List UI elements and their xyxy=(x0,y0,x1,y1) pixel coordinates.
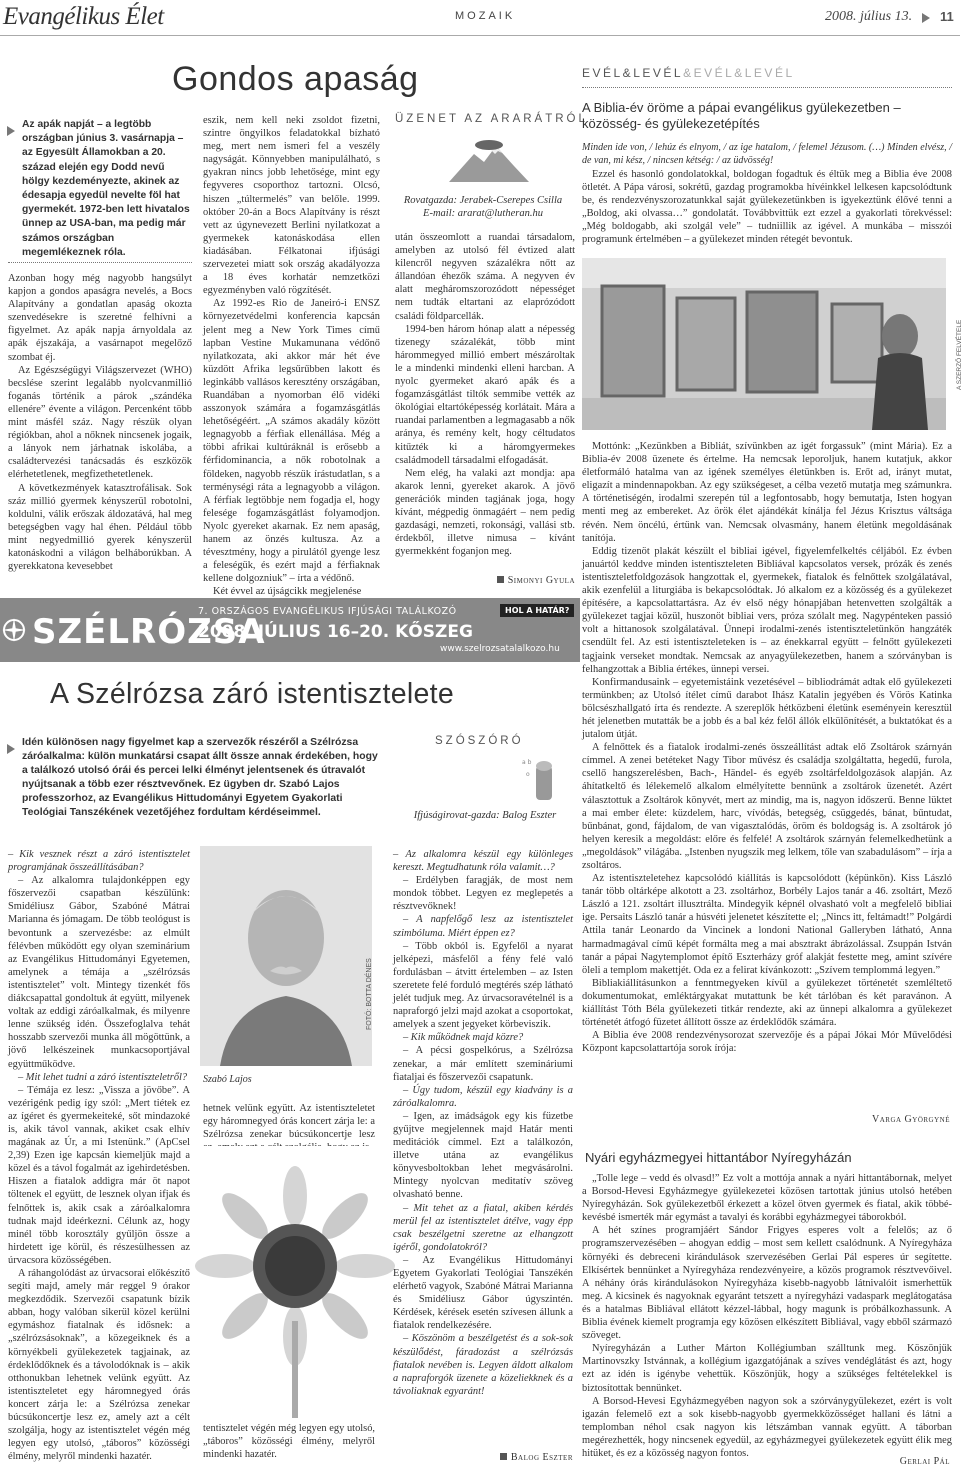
author-square-icon xyxy=(500,1453,507,1460)
svg-text:a b: a b xyxy=(522,759,532,766)
hittantabor-signature: Gerlai Pál xyxy=(899,1456,950,1467)
article2-column-2-top: hetnek velünk együtt. Az istentiszteletet egy háromnegyed órás koncert zárja le: a Szélrózsa zenekar búcsúkoncertje lesz xyxy=(203,1103,375,1141)
evel-heading: A Biblia-év öröme a pápai evangélikus gyülekezetben – közösség- és gyülekezetépítés xyxy=(582,100,901,131)
lead-arrow-icon xyxy=(7,126,15,136)
salt-shaker-icon xyxy=(520,748,560,804)
exhibition-photo xyxy=(582,258,946,430)
exhibition-photo-credit: A SZERZŐ FELVÉTELE xyxy=(956,319,963,390)
szosoro-rovat-title: SZÓSZÓRÓ xyxy=(435,735,524,747)
lead-divider xyxy=(8,262,192,263)
portrait-photo-szabo-lajos xyxy=(200,846,372,1066)
newspaper-logo: Evangélikus Élet xyxy=(3,3,164,30)
article2-lead: Idén különösen nagy figyelmet kap a szervezők részéről a Szélrózsa záróalkalma: külön munkatársi csapat állt össze annak érdekében, hogy a találkozó utolsó órái és percei lelki élményt jelentsenek és útravalót nyújtsanak a több ezer résztvevőnek. Ez ügyben dr. Szabó Lajos professzorhoz, az Evangélikus Hittudományi Egyetem Gyakorlati Teológiai Tanszékének vezetőjéhez fordultam kérdéseimmel. xyxy=(22,737,378,818)
lead2-arrow-icon xyxy=(7,744,15,754)
szosoro-editor: Ifjúságirovat-gazda: Balog Eszter xyxy=(413,810,557,821)
article2-column-2-bottom: tentisztelet végén még legyen egy utolsó, „táboros” közösségi élmény, melyről mindenki hazatér. xyxy=(203,1423,375,1461)
szelrozsa-banner xyxy=(0,598,580,662)
article1-signature: Simonyi Gyula xyxy=(395,575,575,586)
article2-column-3: – Az alkalomra készül egy különleges kereszt. Megtudhatunk róla valamit…? – Erdélyben faragják, de most nem mondok többet. Legyen ez meglepetés a résztvevőknek! – A napfelőgő lesz az istentisztelet szimbóluma. Miért éppen ez? – Több okból is. Egyfelől a nyarat jelképezi, másfelől a fény felé való fordulásban – átvitt értelemben – az Isten szeretete felé forduló megtérés szép látható jelét tudjuk meg. Az úrvacsoravételnél is a napraforgó jelzi majd azokat a csoportokat, amelyek a szent jegyeket körbeviszik. – Kik működnek majd közre? – A pécsi gospelkórus, a Szélrózsa zenekar, a már említett szemináriumi fiataljai és főszervezői csapatunk. – Úgy tudom, készül egy kiadvány is a záróalkalomra. – Igen, az imádságok egy kis füzetbe gyűjtve megjelennek majd Határ menti meditációk címmel. Ezt a találkozón, illetve utána az evangélikus könyvesboltokban lehet megvásárolni. Mintegy nyolcvan meditatív szöveg olvasható benne. – Mit tehet az a fiatal, akiben kérdés merül fel az istentisztelet átélve, vagy épp csak beszélgetni szeretne az elhangzott igéről, gondolatokról? – Az Evangélikus Hittudományi Egyetem Gyakorlati Teológiai Tanszékén elérhető vagyok, Szabóné Mátrai Marianna és Smidéliusz Gábor úgyszintén. Kérdések, kérések esetén szívesen állunk a fiatalok rendelkezésére. – Köszönöm a beszélgetést és a sok-sok készülődést, fáradozást a szélrózsás fiatalok nevében is. Legyen áldott alkalom a napraforgók üzenete a közeliekknek és a távoliaknak egyaránt! xyxy=(393,849,573,1397)
hittantabor-body: „Tolle lege – vedd és olvasd!” Ez volt a mottója annak a nyári hittantábornak, melyet a Borsod-Hevesi Egyházmegye gyülekezetei közösen tartottak június utolsó hetében Nyíregyházán. Sok gyülekezetből érkezett a közel ötven gyermek és fiatal, akik többé-kevésbé ismerték már egymást a tavalyi és korábbi egyházmegyei táborokból. A hét színes programjáért Sándor Frigyes esperes volt a felelős; az ő programszervezésében – ahogyan eddig – most sem kellett csalódnunk. A Nyíregyháza környéki és debreceni kirándulások szervezésében Gerlai Pál esperes úr segítette. Elkísértek bennünket a Nyíregyháza rendezvényeire, a közös programok résztvevőivel. A néhány órás kirándulásokon Nyíregyháza kisebb-nagyobb látnivalóit ismerhettük meg. A kicsinek és nagyoknak egyaránt tetszett a nyíregyházi vadaspark meglátogatása és a hatalmas Bibliával ellátott kézzel-lábbal, hogy magunk is próbálkozhassunk. A Biblia évének kiemelt programja egy közösen elkészített Bibliával, vagy ebből származó szöveget. Nyíregyházán a Luther Márton Kollégiumban szálltunk meg. Köszönjük Martinovszky Istvánnak, a kollégium igazgatójának a szíves vendéglátást és azt, hogy ezt az idén is igénybe vehettük. Köszönjük, hogy a szükséges feltételekkel is biztosítottak bennünket. A Borsod-Hevesi Egyházmegyében nagyon sok a szórványgyülekezet, ezért is volt igazán felemelő ezt a sok kisebb-nagyobb gyermekközösséget hallani és látni a templomban néhol csak nagyon kis létszámban vannak együtt. A táborban megérezhették, hogy nincsenek egyedül, az egyházmegyei gyülekezetek együtt élik meg hitüket, és ez a közösség nagyon fontos. xyxy=(582,1173,952,1459)
article1-column-1: Azonban hogy még nagyobb hangsúlyt kapjon a gondos apaságra nevelés, a Bocs Alapítvány a gondatlan apaság okozta szenvedésekre is szeretné felhívni a figyelmet. Az apák napja árnyoldala az apák éjszakája, a vasárnapot megelőző szombat éj. Az Egészségügyi Világszervezet (WHO) becslése szerint legalább nyolcvanmillió foganás történik a párok „szándéka ellenére” évente a világon. Percenként több mint másfél száz. Nagy részük olyan régiókban, ahol a nőknek nincsenek jogaik, a lányok nem járhatnak iskolába, a családtervezési tanácsadás és eszközök elérhetetlenek, megfizethetetlenek. A következmények katasztrofálisak. Sok száz millió gyermek kényszerül robotolni, koldulni, válik erőszak áldozatává, hal meg betegségben vagy hal éhen. Például több mint negyedmillió gyerek kényszerül katonáskodni a világon belháborúkban. A gyerekkatona kevesebbet xyxy=(8,273,192,573)
article2-column-1: – Kik vesznek részt a záró istentisztelet programjának összeállításában? – Az alkalomra tulajdonképpen egy főszervezői csapatban készülünk: Smidéliusz Gábor, Szabóné Mátrai Marianna és jómagam. De több teológust is bevontunk a szervezésbe: az elmúlt félévben működött egy olyan szeminárium az Evangélikus Hittudományi Egyetemen, amelynek a témája a „szélrózsás istentisztelet” volt. Mintegy tizenkét fős diákcsapattal gondoltuk át együtt, milyenek voltak az eddigi záróalkalmak, és milyenre lenne szükség idén. Összefoglalva tehát hosszabb szervezői munka áll mögöttünk, a jövő lelkészeinek munkacsoportjával együttműködve. – Mit lehet tudni a záró istentiszteletről? – Témája ez lesz: „Vissza a jövőbe”. A vezérigénk pedig így szól: „Mert tiétek ez az ígéret és gyermekeiteké, sőt mindazoké is, akik távol vannak, akiket csak elhív magának az Úr, a mi Istenünk.” (ApCsel 2,39) Ezen ige kapcsán kiemeljük majd a közel és a távol fogalmát az igehirdetésben. Hiszen a fiatalok addigra már öt napot töltenek el együtt, de lesznek olyan ifjak és felnőttek is, akik csak a záróalkalomra tudnak majd ideérkezni. Célunk az, hogy minél több korosztály gyűljön össze a hirdetett ige körül, és részesülhessen az úrvacsora közösségében. A ráhangolódást az úrvacsorai előkészítő segíti majd, amely már reggel 9 órakor megkezdődik. Szervezői csapatunk bízik abban, hogy valóban sikerül közel kerülni egymáshoz fiatalnak és idősnek: a „szélrózsásoknak”, a közegeiknek és a környékbeli gyülekezetek tagjainak, az érdeklődőknek és a távolodóknak is – akik otthonukban lehetnek velünk együtt. Az istentiszteletet egy háromnegyed órás koncert zárja le: a Szélrózsa zenekar búcsúkoncertje lesz ez, amely azt a célt szolgálja, hogy az istentisztelet végén még legyen egy utolsó, „táboros” közösségi élmény, melyről mindenki hazatér. xyxy=(8,849,190,1463)
author-square-icon xyxy=(497,576,504,583)
issue-date: 2008. július 13. xyxy=(825,9,913,24)
uzenet-rovat-title: ÜZENET AZ ARARÁTRÓL xyxy=(395,113,588,125)
banner-sign: HOL A HATÁR? xyxy=(500,604,574,617)
evel-body: Mottónk: „Kezünkben a Bibliát, szívünkben az igét forgassuk” (mint Mária). Ez a Biblia-év 2008 üzenete és értelme. Ha nemcsak leporoljuk, hanem kutatjuk, akkor életformáló hatalma van az igének személyes életünkben is. Erőt ad, irányt mutat, eligazít a mindennapokban. Az egy szükségeset, a célba vezető mutatja meg számunkra. A történetiségén, irodalmi szerepén túl a legfontosabb, hogy bemutatja, Isten hogyan menti meg az embereket. Az örök élet ajándékát kínálja fel Jézus Krisztus váltsága révén. Nem öncélú, értünk van. Nemcsak olvasmány, hanem életünk megoldásának tanítója. Eddig tizenöt plakát készült el bibliai igével, figyelemfelkeltés céljából. Ez évben januártól keddve minden istentiszteleten Bibliával kapcsolatos versek, prózák és zenés istentiszteletfoldgozások hangzottak el, gyermekek, fiatalok és felnőttek szolgálatával, akik ezenfelül a liturgiába is bekapcsolódtak. Jó alkalom ez a közösség és a gyülekezet építésére, a kapcsolattartásra. Az év első négy hónapjában hetenvetten szolgálták a gyülekezet tagjai közül, huszonöt bibliai vers, próza szólalt meg. Nagypénteken passió volt a hittanosok szolgálatával. Ünnepi irodalmi-zenés istentiszteletünkön hangzáték csendült fel. Az esti istentiszteleteken is – az énekkarral együtt – felnőtt gyülekezeti tagjaink verseket mondtak. Nemcsak az anyagyülekezetben, hanem a szórványban is felhangzottak a Biblia értékes, ünnepi versei. Konfirmandusaink – egyetemistáink vezetésével – bibliodrámát adtak elő gyülekezeti termünkben; az Utolsó ítélet című darabot Ihász Katalin jegyében és Vörös Katinka bölcsészhallgató írta és rendezte. A szereplők hétközbeni életünk eseményein keresztül hét jelenetben mutatták be a jobb és a bal kéz felől állók elkülönítését, a buktatókat és a jutalom útját. A felnőttek és a fiatalok irodalmi-zenés összeállítást adtak elő Zsoltárok szárnyán címmel. A zenei betéteket Nagy Tibor művész és családja szolgáltatta, hegedű, furola, csellő hangszerelésben, Bach-, Händel- és egyéb zsoltárfeldolgozások alapján. Az áhítatkeltő és lélekemelő alkalom elmélyítette bennünk a zsoltárok üzenetét. Azért választottuk a Zsoltárok könyvét, mert az mindig, ma is, nagyon időszerű. Benne lüktet a mai ember élete: küzdelem, harc, vívódás, betegség, csüggedés, bánat, bűntudat, bűnbánat, gond, fájdalom, de van vigasztalódás, öröm és boldogság is. A zsoltárok jó helyen keresik a megoldást: előre és felfelé! A zsoltárok szárnyán felemelkedhetünk a „megoldások” világába. „Istenben nyugszik meg lelkem, tőle van szabadulásom” – írja a zsoltáros. Az istentiszteletehez kapcsolódó kiállítás is kapcsolódott (képünkön). Kiss László tanár több oltárképe alkotott a 23. zsoltárhoz, Borbély Lajos tanár a 46. zsoltárt, Mező László a 121. zsoltárt illusztrálta. Mindegyik képnél olvasható volt a megfelelő bibliai ige. Persaits László tanár a húsvéti jelenetet készítette el; „Nincs itt, feltámadt!” Polgárdi Attila tanár Leonardo da Vincinek a londoni National Galleryben látható, Anna harmadmagával című képét formálta meg a mai absztrakt ábrázolással. Zsuppán István tanár a pápai Nagytemplomot építő Eszterházy gróf alakját festette meg, amint szívére öleli a templom makettjét. Oda ez a felirat kívánkozott: „Szívem templommá legyen.” Bibliakiállításunkon a fenntmegyeken kívül a gyülekezet történetét szemléltető dokumentumokat, emléktárgyakat mutattunk be két tárlóban és két paravánon. A kiállítást Tóth Béla gyülekezeti titkár rendezte, aki az ünnepi alkalomra a gyülekezet történetét átfogó füzetet állított össze az érdeklődők számára. A Biblia éve 2008 rendezvénysorozat szervezője és a pápai Jókai Mór Művelődési Központ kapcsolattartója sorok írója: xyxy=(582,441,952,1055)
evel-signature: Varga Györgyné xyxy=(872,1114,950,1125)
evel-rovat-title: EVÉL&LEVÉL&EVÉL&LEVÉL xyxy=(582,66,795,80)
article1-column-3: után összeomlott a ruandai társadalom, amelyben az utolsó fél évtized alatt kilencről negyven százalékra nőtt az állandóan éhezők száma. A negyven év alatt megháromszorozódott népességet nem tudták eltartani az elaprózódott családi földparcellák. 1994-ben három hónap alatt a népesség tizenegy százalékát, több mint hárommegyed millió embert mészároltak le a mindenki mindenki elleni harcban. A nyolc gyermeket akaró apák és a fogamzásgátlást tiltók semmibe vették az ökológiai eltartóképesség korlátait. Mára a ruandai parlamentben a legmagasabb a nők aránya, és remény kelt, hogy céltudatos kitűzték ki a háromgyermekes családmodell társadalmi elfogadását. Nem elég, ha valaki azt mondja: apa akarok lenni, gyereket akarok. A jövő generációk minden tagjának joga, hogy kívánt, mégpedig önmagáért – nem pedig gazdasági, nemzeti, rokonsági, vallási stb. érdekből, illetve nimusa – kívánt gyermekként foganjon meg. xyxy=(395,232,575,558)
article1-lead: Az apák napját – a legtöbb országban június 3. vasárnapja – az Egyesült Államokban a 20. század elején egy Dodd nevű hölgy kezdeményezte, akinek az édesapja egyedül nevelte föl hat gyermekét. 1972-ben lett hivatalos ünnep az USA-ban, ma pedig már számos országban megemlékeznek róla. xyxy=(22,119,190,258)
banner-logo: SZÉLRÓZSA xyxy=(32,612,266,652)
banner-url[interactable]: www.szelrozsatalalkozo.hu xyxy=(440,644,560,654)
banner-subtitle: 7. ORSZÁGOS EVANGÉLIKUS IFJÚSÁGI TALÁLKOZÓ xyxy=(198,606,457,617)
photo-credit: FOTÓ: BOTTA DÉNES xyxy=(366,958,373,1030)
photo-caption: Szabó Lajos xyxy=(203,1074,252,1085)
banner-dates: 2008. JÚLIUS 16–20. KŐSZEG xyxy=(198,622,473,642)
next-page-arrow-icon xyxy=(922,13,930,23)
hittantabor-heading: Nyári egyházmegyei hittantábor Nyíregyházán xyxy=(585,1150,852,1165)
ararat-mountain-icon xyxy=(444,132,534,188)
section-rubric: MOZAIK xyxy=(455,10,516,22)
uzenet-email[interactable]: E-mail: ararat@lutheran.hu xyxy=(423,208,543,219)
article1-column-2: eszik, nem kell neki zsoldot fizetni, szintre öngyilkos feladatokkal bízható meg, mert nem ismeri fel a veszély nagyságát. Könnyebben manipulálható, s gyakran nincs jobb lehetősége, mint egy fegyveres csoporthoz tartozni. Olcsó, hiszen „túltermelés” van belőle. 1999. október 20-án a Bocs Alapítvány is részt vett az úgynevezett Berlini nyilatkozat a gyermekek katonáskodása ellen kiadásában. Félkatonai ifjúsági szervezetei miatt sok ország akadályozza a 18 éves korhatár nemzetközi egyezményben való rögzítését. Az 1992-es Rio de Janeiró-i ENSZ környezetvédelmi konferencia kapcsán jelent meg a New York Times című lapban Vestine Mukamunana védőnő nyilatkozata, aki akkor már hét éve küzdött Afrika legsűrűbben lakott és leginkább vallásos keresztény országában, Ruandában a nyomorban élő vidéki asszonyok számára a fogamzásgátlás lehetőségéért. „A számos akadály között legnagyobb a férfiak ellenállása. Még a többi afrikai kultúráknál is erősebb a férfidominancia, a nők robotolnak a földeken, nagyobb részük írástudatlan, s a terménységi ráta a legnagyobb a világon. A férfiak legtöbbje nem fogadja el, hogy felesége fogamzásgátlást folyamodjon. Nyolc gyereket akarnak. Ez nem apaság, hanem az önzés kultusza. Az a tévesztmény, hogy a pirulától gyenge lesz a feleségük, és ezért majd a férfiaknak kellene dolgozniuk” – írta a védőnő. Két évvel az újságcikk megjelenése xyxy=(203,115,380,598)
evel-divider xyxy=(582,87,952,88)
article-title-gondos-apasag: Gondos apaság xyxy=(172,60,419,98)
uzenet-editor: Rovatgazda: Jerabek-Cserepes Csilla xyxy=(403,195,563,206)
article-title-szelrozsa: A Szélrózsa záró istentisztelete xyxy=(50,678,455,710)
page-number: 11 xyxy=(940,9,954,24)
svg-text:o: o xyxy=(526,771,530,778)
article2-signature: Balog Eszter xyxy=(393,1452,573,1463)
evel-motto: Minden ide von, / lehúz és elnyom, / az ige hatalom, / felemel Jézusom. (…) Minden elvész, / de van, mi kész, / nincsen kétség: / az üdvösség! xyxy=(582,142,952,166)
evel-intro: Ezzel és hasonló gondolatokkal, boldogan fogadtuk és éltük meg a Biblia éve 2008 ötletét. A Pápa városi, sokrétű, gazdag programokba hívéinkkel lelkesen kapcsolódtunk be, és rendezvényszorozatunkkal saját gyülekezetünkben is igyekeztünk élővé tenni a „Boldog, aki olvassa…” gondolatát. Továbbvittük ezt ezzel a gyakorlati törekvéssel: „Még boldogabb, aki szolgál vele” – tudniillik az igével. A munkába – misszói programunk értelmében – a gyülekezet minden rétegét bevontuk. xyxy=(582,169,952,246)
sunflower-image xyxy=(200,1146,390,1418)
